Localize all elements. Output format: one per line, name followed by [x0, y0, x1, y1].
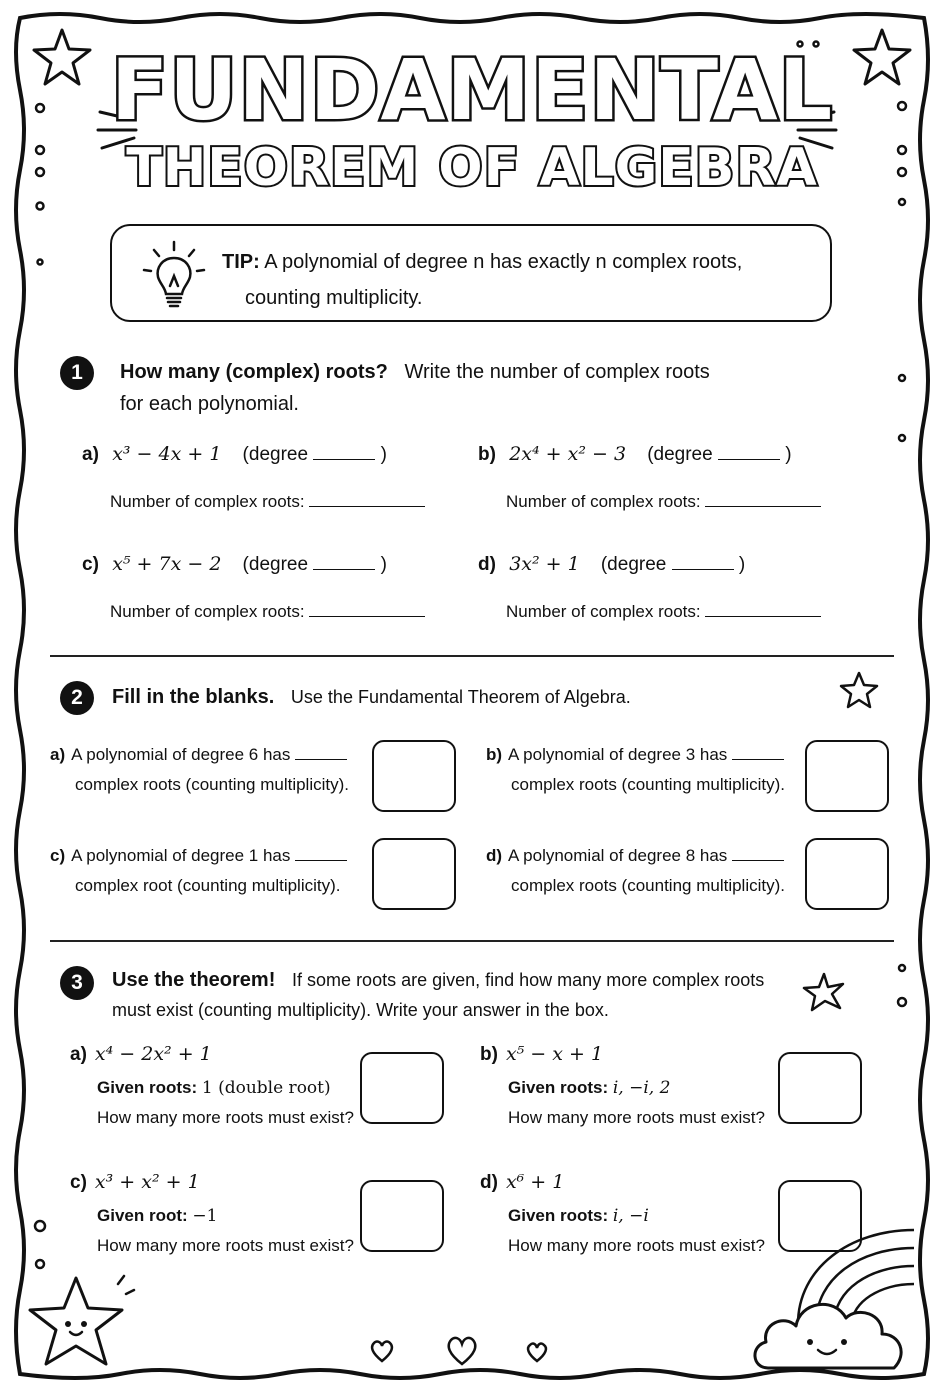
degree-blank[interactable]: [313, 459, 375, 460]
answer-box[interactable]: [360, 1052, 444, 1124]
roots-label: Number of complex roots:: [506, 492, 701, 511]
answer-box[interactable]: [805, 740, 889, 812]
fill-line-1: A polynomial of degree 6 has: [71, 745, 291, 764]
roots-label: Number of complex roots:: [506, 602, 701, 621]
q2-item-a: [50, 740, 347, 770]
heart-icon: [524, 1340, 550, 1364]
heart-icon: [368, 1338, 396, 1364]
given-roots: i, −i: [612, 1206, 649, 1226]
given-label: Given roots:: [508, 1078, 609, 1097]
polynomial: 3x² + 1: [509, 553, 580, 575]
given-roots: −1: [192, 1206, 218, 1226]
question-2-heading: [112, 681, 631, 713]
tip-line-1: [222, 244, 742, 280]
q3-given-b: [508, 1076, 670, 1100]
page-subtitle: THEOREM OF ALGEBRA: [126, 138, 818, 198]
item-label: c): [82, 554, 99, 575]
question-3-heading: [112, 964, 764, 996]
q2-instruction: Use the Fundamental Theorem of Algebra.: [290, 687, 631, 707]
section-divider: [50, 655, 894, 657]
tip-label: TIP:: [222, 251, 260, 273]
q1-roots-b: [506, 490, 821, 514]
question-2-number: 2: [60, 681, 94, 715]
polynomial: x⁵ − x + 1: [505, 1043, 604, 1065]
q1-roots-c: [110, 600, 425, 624]
q3-instruction: If some roots are given, find how many more complex roots: [292, 970, 765, 990]
q1-instruction-2: for each polynomial.: [120, 393, 299, 415]
polynomial: x⁶ + 1: [505, 1171, 565, 1193]
q1-roots-d: [506, 600, 821, 624]
q1-item-a: [82, 440, 387, 469]
given-label: Given roots:: [97, 1078, 198, 1097]
roots-blank[interactable]: [705, 616, 821, 617]
degree-word: (degree: [242, 554, 309, 575]
q3-given-a: [97, 1076, 331, 1100]
lightbulb-icon: [134, 236, 214, 316]
close-paren: ): [380, 444, 387, 465]
item-label: d): [486, 846, 503, 865]
given-roots: 1 (double root): [201, 1078, 331, 1098]
item-label: a): [50, 745, 66, 764]
close-paren: ): [738, 554, 746, 575]
tip-text: A polynomial of degree n has exactly n complex roots,: [264, 251, 743, 273]
polynomial: x³ − 4x + 1: [112, 443, 222, 465]
q1-roots-a: [110, 490, 425, 514]
answer-box[interactable]: [805, 838, 889, 910]
answer-box[interactable]: [778, 1052, 862, 1124]
q3-item-b: [480, 1040, 603, 1069]
answer-box[interactable]: [372, 838, 456, 910]
tip-line-2: counting multiplicity.: [245, 287, 423, 309]
item-label: b): [486, 745, 503, 764]
item-label: a): [82, 444, 99, 465]
given-label: Given root:: [97, 1206, 188, 1225]
roots-blank[interactable]: [309, 616, 425, 617]
heart-icon: [444, 1334, 480, 1368]
q1-instruction: Write the number of complex roots: [404, 361, 710, 383]
q2-item-b: [486, 740, 784, 770]
q2-item-a-line-2: complex roots (counting multiplicity).: [75, 775, 349, 794]
degree-blank[interactable]: [718, 459, 780, 460]
polynomial: x³ + x² + 1: [94, 1171, 200, 1193]
q3-title: Use the theorem!: [112, 969, 276, 991]
item-label: b): [478, 444, 496, 465]
star-icon: [18, 1270, 138, 1380]
answer-box[interactable]: [372, 740, 456, 812]
question-1-number: 1: [60, 356, 94, 390]
q2-item-d: [486, 841, 784, 871]
item-label: d): [480, 1172, 498, 1193]
q3-item-c: [70, 1168, 200, 1197]
q2-item-c: [50, 841, 347, 871]
roots-label: Number of complex roots:: [110, 602, 305, 621]
answer-box[interactable]: [360, 1180, 444, 1252]
fill-blank[interactable]: [732, 759, 784, 760]
degree-word: (degree: [242, 444, 309, 465]
cloud-icon: [748, 1284, 912, 1374]
star-icon: [838, 670, 880, 710]
q3-given-d: [508, 1204, 649, 1228]
q3-item-d: [480, 1168, 564, 1197]
roots-label: Number of complex roots:: [110, 492, 305, 511]
degree-word: (degree: [600, 554, 667, 575]
close-paren: ): [785, 444, 792, 465]
fill-line-1: A polynomial of degree 1 has: [71, 846, 291, 865]
item-label: c): [70, 1172, 87, 1193]
item-label: d): [478, 554, 496, 575]
tip-box: [110, 224, 832, 322]
q2-item-b-line-2: complex roots (counting multiplicity).: [511, 775, 785, 794]
roots-blank[interactable]: [705, 506, 821, 507]
q3-instruction-2: must exist (counting multiplicity). Write your answer in the box.: [112, 1000, 609, 1020]
given-roots: i, −i, 2: [612, 1078, 671, 1098]
degree-blank[interactable]: [313, 569, 375, 570]
q2-item-c-line-2: complex root (counting multiplicity).: [75, 876, 341, 895]
item-label: c): [50, 846, 66, 865]
q3-question-a: How many more roots must exist?: [97, 1108, 354, 1127]
polynomial: 2x⁴ + x² − 3: [509, 443, 627, 465]
fill-line-1: A polynomial of degree 8 has: [508, 846, 728, 865]
item-label: a): [70, 1044, 87, 1065]
q2-title: Fill in the blanks.: [112, 686, 275, 708]
q1-title: How many (complex) roots?: [120, 361, 388, 383]
fill-blank[interactable]: [732, 860, 784, 861]
section-divider: [50, 940, 894, 942]
fill-blank[interactable]: [295, 860, 347, 861]
item-label: b): [480, 1044, 498, 1065]
q1-item-d: [478, 550, 745, 579]
q3-item-a: [70, 1040, 212, 1069]
q1-item-b: [478, 440, 792, 469]
star-icon: [800, 970, 848, 1014]
fill-blank[interactable]: [295, 759, 347, 760]
polynomial: x⁴ − 2x² + 1: [94, 1043, 212, 1065]
q3-question-c: How many more roots must exist?: [97, 1236, 354, 1255]
question-1-heading: [120, 356, 710, 388]
q3-question-d: How many more roots must exist?: [508, 1236, 765, 1255]
q3-question-b: How many more roots must exist?: [508, 1108, 765, 1127]
page-title: FUNDAMENTAL: [110, 41, 834, 139]
fill-line-1: A polynomial of degree 3 has: [508, 745, 728, 764]
polynomial: x⁵ + 7x − 2: [112, 553, 222, 575]
q2-item-d-line-2: complex roots (counting multiplicity).: [511, 876, 785, 895]
question-3-number: 3: [60, 966, 94, 1000]
q1-item-c: [82, 550, 387, 579]
degree-word: (degree: [647, 444, 713, 465]
given-label: Given roots:: [508, 1206, 609, 1225]
q3-given-c: [97, 1204, 217, 1228]
close-paren: ): [380, 554, 387, 575]
degree-blank[interactable]: [672, 569, 734, 570]
roots-blank[interactable]: [309, 506, 425, 507]
